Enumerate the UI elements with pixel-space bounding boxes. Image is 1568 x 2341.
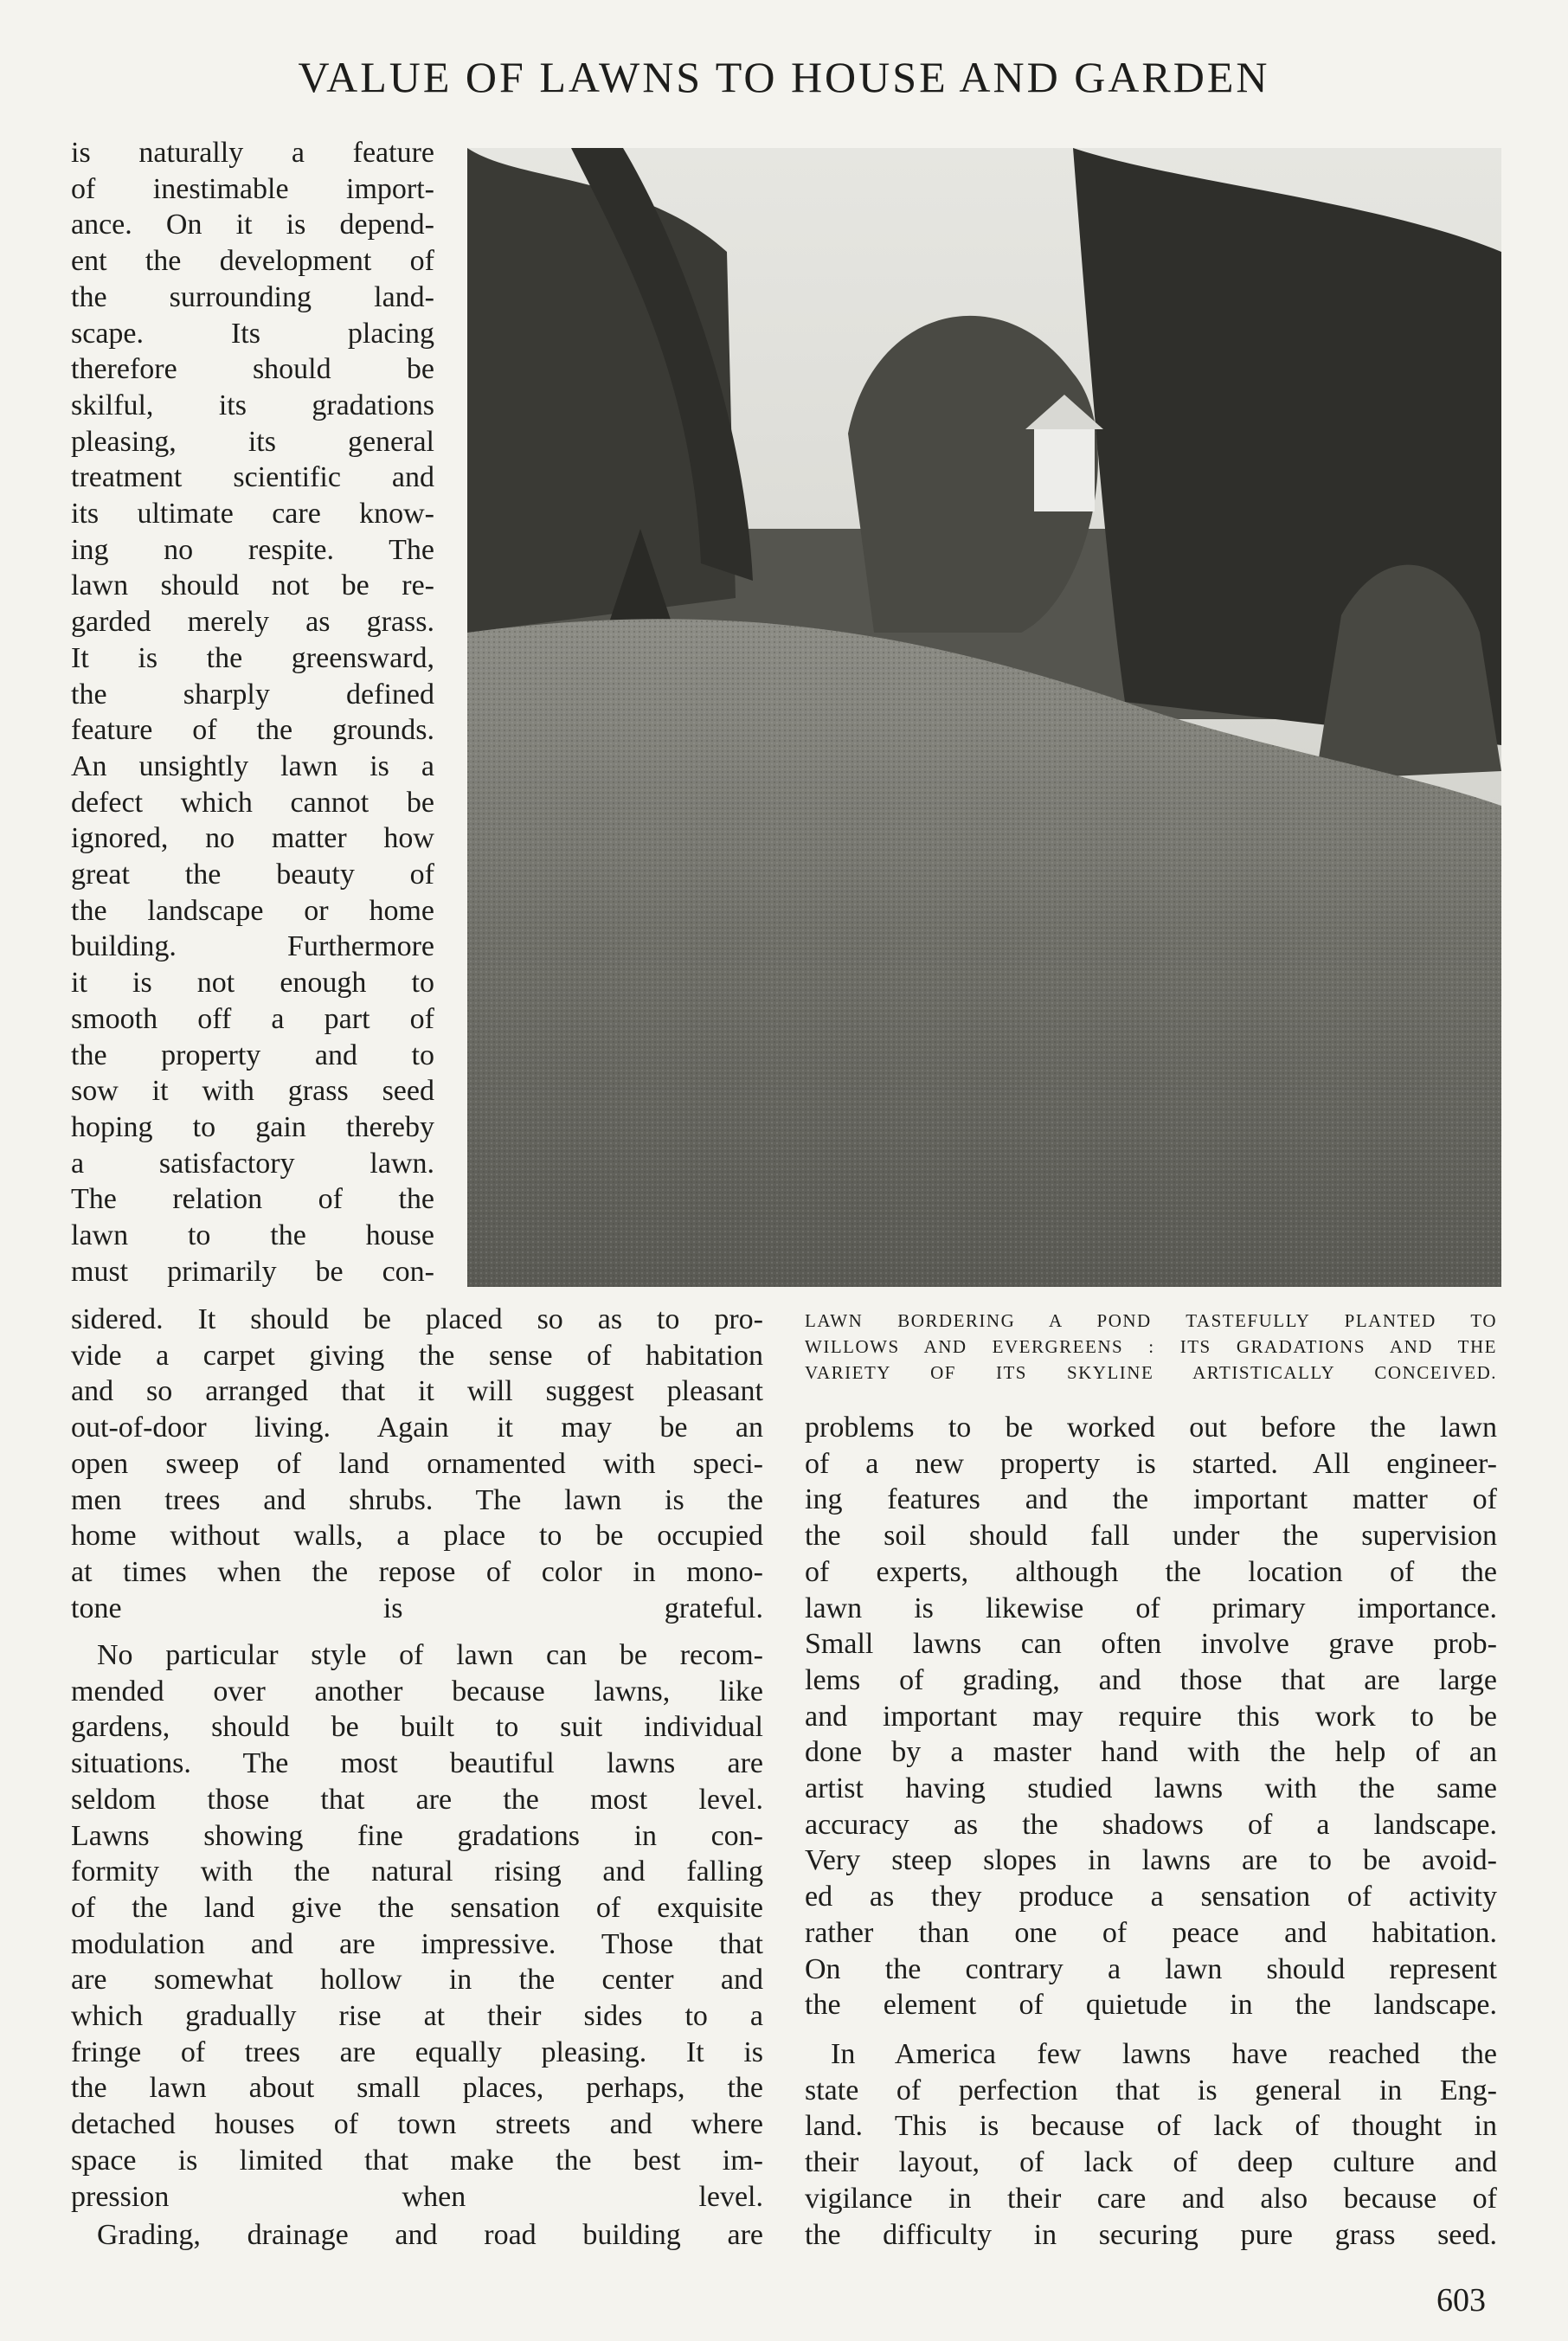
page-title: VALUE OF LAWNS TO HOUSE AND GARDEN bbox=[298, 53, 1270, 101]
right-column-paragraph-1: problems to be worked out before the lawn of a new property is started. All engineer- ing features and the important matter of the soil should fall under the supervision of experts, although the location of the lawn is likewise of primary importance. Small lawns can often involve grave prob- lems of grading, and those that are large and important may require this work to be done by a master hand with the help of an artist having studied lawns with the same accuracy as the shadows of a landscape. Very steep slopes in lawns are to be avoid- ed as they produce a sensation of activity rather than one of peace and habitation. On the contrary a lawn should represent the element of quietude in the landscape. bbox=[805, 1412, 1497, 2022]
left-column-paragraph-3: Grading, drainage and road building are bbox=[97, 2219, 763, 2251]
lawn-photograph bbox=[467, 148, 1501, 1287]
photo-caption: LAWN BORDERING A POND TASTEFULLY PLANTED TO WILLOWS AND EVERGREENS : ITS GRADATIONS AND THE VARIETY OF ITS SKYLINE ARTISTICALLY CONCEIVED. bbox=[805, 1310, 1497, 1383]
narrow-column-text: is naturally a feature of inestimable import- ance. On it is depend- ent the development of the surrounding land- scape. Its placing therefore should be skilful, its gradations pleasing, its general treatment scientific and its ultimate care know- ing no respite. The lawn should not be re- garded merely as grass. It is the greensward, the sharply defined feature of the grounds. An unsightly lawn is a defect which cannot be ignored, no matter how great the beauty of the landscape or home building. Furthermore it is not enough to smooth off a part of the property and to sow it with grass seed hoping to gain thereby a satisfactory lawn. The relation of the lawn to the house must primarily be con- bbox=[71, 137, 434, 1288]
left-column-paragraph-2: No particular style of lawn can be recom- mended over another because lawns, like gardens, should be built to suit individual situations. The most beautiful lawns are seldom those that are the most level. Lawns showing fine gradations in con- formity with the natural rising and falling of the land give the sensation of exquisite modulation and are impressive. Those that are somewhat hollow in the center and which gradually rise at their sides to a fringe of trees are equally pleasing. It is the lawn about small places, perhaps, the detached houses of town streets and where space is limited that make the best im- pression when level. bbox=[71, 1639, 763, 2213]
page-number: 603 bbox=[1436, 2282, 1486, 2318]
right-column-paragraph-2: In America few lawns have reached the state of perfection that is general in Eng- land. This is because of lack of thought in their layout, of lack of deep culture and vigilance in their care and also because of the difficulty in securing pure grass seed. bbox=[805, 2038, 1497, 2251]
lawn-photo-icon bbox=[467, 148, 1501, 1287]
left-column-paragraph-1: sidered. It should be placed so as to pro- vide a carpet giving the sense of habitation and so arranged that it will suggest pleasant out-of-door living. Again it may be an open sweep of land ornamented with speci- men trees and shrubs. The lawn is the home without walls, a place to be occupied at times when the repose of color in mono- tone is grateful. bbox=[71, 1303, 763, 1624]
